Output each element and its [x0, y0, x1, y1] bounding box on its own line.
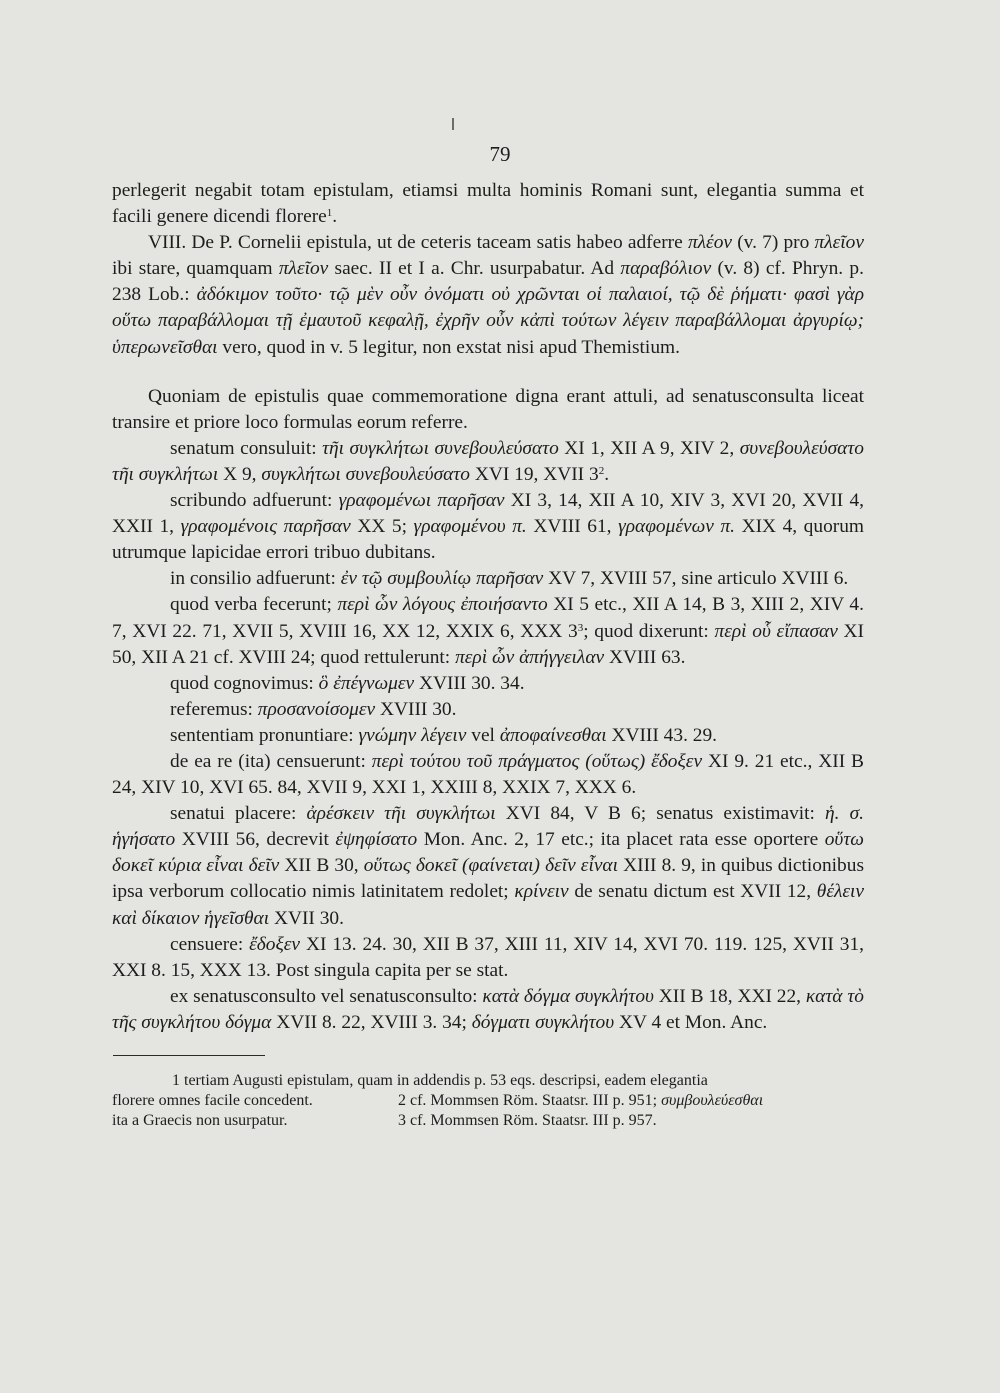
page-number: 79 [489, 142, 511, 166]
paragraph-viii: VIII. De P. Cornelii epistula, ut de ceteris taceam satis habeo adferre πλέον (v. 7) pro πλεῖον ibi stare, quamquam πλεῖον saec. II et I a. Chr. usurpabatur. Ad παραβόλιον (v. 8) cf. Phryn. p. 238 Lob.: ἀδόκιμον τοῦτο· τῷ μὲν οὖν ὀνόματι οὐ χρῶνται οἱ παλαιοί, τῷ δὲ ῥήματι· φασὶ γὰρ οὕτω παραβάλλομαι τῇ ἐμαυτοῦ κεφαλῇ, ἐχρῆν οὖν κἀπὶ τούτων λέγειν παραβάλλομαι ἀργυρίῳ; ὑπερωνεῖσθαι vero, quod in v. 5 legitur, non exstat nisi apud Themistium. [112, 232, 865, 358]
formula-entry: quod cognovimus: ὃ ἐπέγνωμεν XVIII 30. 34. [170, 672, 525, 694]
scan-speck [452, 118, 454, 130]
paragraph-quoniam: Quoniam de epistulis quae commemoratione digna erant attuli, ad senatusconsulta liceat transire et priore loco formulas eorum referre. [112, 385, 864, 433]
formula-entry: sententiam pronuntiare: γνώμην λέγειν vel ἀποφαίνεσθαι XVIII 43. 29. [170, 724, 718, 746]
footnotes [112, 1071, 864, 1131]
formula-entry: censuere: ἔδοξεν XI 13. 24. 30, XII B 37, XIII 11, XIV 14, XVI 70. 119. 125, XVII 31, XXI 8. 15, XXX 13. Post singula capita per se stat. [112, 933, 864, 981]
formula-entry: de ea re (ita) censuerunt: περὶ τούτου τοῦ πράγματος (οὕτως) ἔδοξεν XI 9. 21 etc., XII B 24, XIV 10, XVI 65. 84, XVII 9, XXI 1, XXIII 8, XXIX 7, XXX 6. [112, 750, 864, 799]
footnote-line: 1 tertiam Augusti epistulam, quam in addendis p. 53 eqs. descripsi, eadem elegantia [172, 1072, 708, 1089]
footnote-line: florere omnes facile concedent. 2 cf. Mommsen Röm. Staatsr. III p. 951; συμβουλεύεσθαι [112, 1092, 764, 1109]
formula-entry: senatum consuluit: τῆι συγκλήτωι συνεβουλεύσατο XI 1, XII A 9, XIV 2, συνεβουλεύσατο τῆι συγκλήτωι X 9, συγκλήτωι συνεβουλεύσατο XVI 19, XVII $3^2$. [112, 437, 864, 485]
formula-entry: scribundo adfuerunt: γραφομένωι παρῆσαν XI 3, 14, XII A 10, XIV 3, XVI 20, XVII 4, XXII 1, γραφομένοις παρῆσαν XX 5; γραφομένου π. XVIII 61, γραφομένων π. XIX 4, quorum utrumque lapicidae errori tribuo dubitans. [112, 490, 865, 564]
formula-entry: ex senatusconsulto vel senatusconsulto: κατὰ δόγμα συγκλήτου XII B 18, XXI 22, κατὰ τὸ τῆς συγκλήτου δόγμα XVII 8. 22, XVIII 3. 34; δόγματι συγκλήτου XV 4 et Mon. Anc. [112, 985, 864, 1033]
footnote-divider [113, 1055, 265, 1056]
formula-entry: senatui placere: ἀρέσκειν τῆι συγκλήτωι XVI 84, V B 6; senatus existimavit: ἡ. σ. ἡγήσατο XVIII 56, decrevit ἐψηφίσατο Mon. Anc. 2, 17 etc.; ita placet rata esse oportere οὕτω δοκεῖ κύρια εἶναι δεῖν XII B 30, οὕτως δοκεῖ (φαίνεται) δεῖν εἶναι XIII 8. 9, in quibus dictionibus ipsa verborum collocatio nimis latinitatem redolet; κρίνειν de senatu dictum est XVII 12, θέλειν καὶ δίκαιον ἡγεῖσθαι XVII 30. [112, 803, 864, 929]
paragraph-continuation: perlegerit negabit totam epistulam, etiamsi multa hominis Romani sunt, elegantia summa et facili genere dicendi florere$^1$. [112, 180, 864, 228]
formula-entry: referemus: προσανοίσομεν XVIII 30. [170, 698, 457, 720]
footnote-line: ita a Graecis non usurpatur. 3 cf. Mommsen Röm. Staatsr. III p. 957. [112, 1112, 657, 1129]
main-text [112, 178, 864, 1036]
formula-entry: in consilio adfuerunt: ἐν τῷ συμβουλίῳ παρῆσαν XV 7, XVIII 57, sine articulo XVIII 6. [170, 568, 849, 590]
footnote-marker: 2 [598, 464, 605, 477]
footnote-marker: 3 [577, 621, 584, 634]
formula-entry: quod verba fecerunt; περὶ ὧν λόγους ἐποιήσαντο XI 5 etc., XII A 14, B 3, XIII 2, XIV 4. 7, XVI 22. 71, XVII 5, XVIII 16, XX 12, XXIX 6, XXX $3^3$; quod dixerunt: περὶ οὗ εἴπασαν XI 50, XII A 21 cf. XVIII 24; quod rettulerunt: περὶ ὧν ἀπήγγειλαν XVIII 63. [112, 594, 865, 668]
footnote-marker: 1 [326, 207, 333, 220]
